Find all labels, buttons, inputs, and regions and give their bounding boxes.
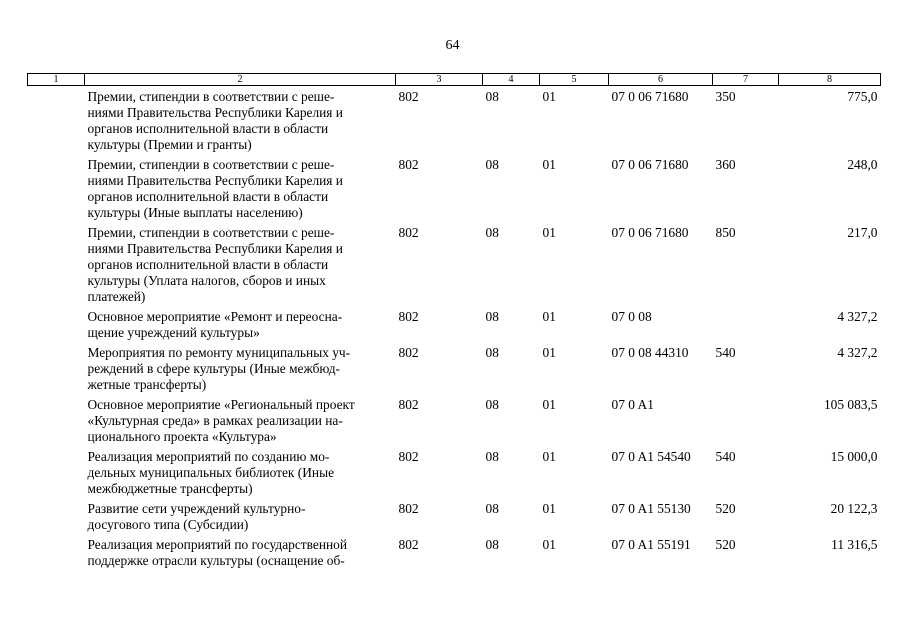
subsection-code-cell: 01	[542, 345, 556, 360]
subsection-code-cell: 01	[542, 225, 556, 240]
admin-code-cell: 802	[398, 345, 419, 360]
target-article-cell: 07 0 A1	[611, 397, 654, 412]
amount-cell: 11 316,5	[831, 537, 878, 552]
row-number-cell	[28, 446, 85, 498]
subsection-code-cell: 01	[542, 157, 556, 172]
section-code-cell: 08	[485, 309, 499, 324]
expense-type-cell: 850	[715, 225, 736, 240]
expense-type-cell: 520	[715, 537, 736, 552]
item-name-cell: Реализация мероприятий по государственной поддержке отрасли культуры (оснащение об-	[87, 537, 348, 568]
admin-code-cell: 802	[398, 157, 419, 172]
row-number-cell	[28, 342, 85, 394]
table-row	[28, 446, 881, 498]
section-code-cell: 08	[485, 89, 499, 104]
target-article-cell: 07 0 A1 55130	[611, 501, 691, 516]
admin-code-cell: 802	[398, 397, 419, 412]
table-row	[28, 394, 881, 446]
admin-code-cell: 802	[398, 225, 419, 240]
column-header: 7	[713, 74, 779, 86]
section-code-cell: 08	[485, 157, 499, 172]
amount-cell: 775,0	[847, 89, 878, 104]
table-row	[28, 86, 881, 155]
expense-type-cell: 350	[715, 89, 736, 104]
admin-code-cell: 802	[398, 449, 419, 464]
admin-code-cell: 802	[398, 537, 419, 552]
section-code-cell: 08	[485, 537, 499, 552]
section-code-cell: 08	[485, 345, 499, 360]
column-number-row	[28, 74, 881, 86]
row-number-cell	[28, 222, 85, 306]
section-code-cell: 08	[485, 449, 499, 464]
item-name-cell: Реализация мероприятий по созданию мо- дельных муниципальных библиотек (Иные межбюджетные трансферты)	[87, 449, 335, 496]
row-number-cell	[28, 394, 85, 446]
expense-type-cell: 540	[715, 449, 736, 464]
item-name-cell: Основное мероприятие «Региональный проект «Культурная среда» в рамках реализации на- ционального проекта «Культура»	[87, 397, 355, 444]
target-article-cell: 07 0 06 71680	[611, 89, 689, 104]
row-number-cell	[28, 498, 85, 534]
item-name-cell: Развитие сети учреждений культурно- досугового типа (Субсидии)	[87, 501, 306, 532]
target-article-cell: 07 0 A1 54540	[611, 449, 691, 464]
target-article-cell: 07 0 08 44310	[611, 345, 689, 360]
admin-code-cell: 802	[398, 89, 419, 104]
amount-cell: 248,0	[847, 157, 878, 172]
table-row	[28, 534, 881, 570]
row-number-cell	[28, 86, 85, 155]
amount-cell: 15 000,0	[830, 449, 878, 464]
item-name-cell: Премии, стипендии в соответствии с реше- ниями Правительства Республики Карелия и органов исполнительной власти в области культуры (Иные выплаты населению)	[87, 157, 343, 220]
column-header: 4	[483, 74, 540, 86]
column-header: 3	[396, 74, 483, 86]
expense-type-cell	[713, 394, 779, 446]
row-number-cell	[28, 154, 85, 222]
section-code-cell: 08	[485, 225, 499, 240]
item-name-cell: Основное мероприятие «Ремонт и переосна- щение учреждений культуры»	[87, 309, 343, 340]
subsection-code-cell: 01	[542, 397, 556, 412]
amount-cell: 4 327,2	[837, 309, 878, 324]
table-row	[28, 222, 881, 306]
subsection-code-cell: 01	[542, 89, 556, 104]
column-header: 6	[609, 74, 713, 86]
table-body	[28, 86, 881, 571]
amount-cell: 4 327,2	[837, 345, 878, 360]
target-article-cell: 07 0 06 71680	[611, 157, 689, 172]
row-number-cell	[28, 306, 85, 342]
subsection-code-cell: 01	[542, 501, 556, 516]
column-header: 8	[779, 74, 881, 86]
table-row	[28, 306, 881, 342]
target-article-cell: 07 0 06 71680	[611, 225, 689, 240]
column-header: 1	[28, 74, 85, 86]
row-number-cell	[28, 534, 85, 570]
expense-type-cell	[713, 306, 779, 342]
table-row	[28, 154, 881, 222]
budget-table	[27, 73, 881, 570]
table-row	[28, 498, 881, 534]
column-header: 5	[540, 74, 609, 86]
expense-type-cell: 520	[715, 501, 736, 516]
column-header: 2	[85, 74, 396, 86]
item-name-cell: Премии, стипендии в соответствии с реше- ниями Правительства Республики Карелия и органов исполнительной власти в области культуры (Премии и гранты)	[87, 89, 343, 152]
subsection-code-cell: 01	[542, 537, 556, 552]
page-number: 64	[445, 38, 460, 53]
expense-type-cell: 540	[715, 345, 736, 360]
subsection-code-cell: 01	[542, 309, 556, 324]
admin-code-cell: 802	[398, 501, 419, 516]
target-article-cell: 07 0 08	[611, 309, 652, 324]
admin-code-cell: 802	[398, 309, 419, 324]
amount-cell: 105 083,5	[823, 397, 878, 412]
target-article-cell: 07 0 A1 55191	[611, 537, 691, 552]
amount-cell: 20 122,3	[830, 501, 878, 516]
expense-type-cell: 360	[715, 157, 736, 172]
item-name-cell: Премии, стипендии в соответствии с реше- ниями Правительства Республики Карелия и органов исполнительной власти в области культуры (Уплата налогов, сборов и иных платежей)	[87, 225, 343, 304]
table-row	[28, 342, 881, 394]
item-name-cell: Мероприятия по ремонту муниципальных уч- реждений в сфере культуры (Иные межбюд- жетные трансферты)	[87, 345, 351, 392]
amount-cell: 217,0	[847, 225, 878, 240]
section-code-cell: 08	[485, 397, 499, 412]
subsection-code-cell: 01	[542, 449, 556, 464]
section-code-cell: 08	[485, 501, 499, 516]
